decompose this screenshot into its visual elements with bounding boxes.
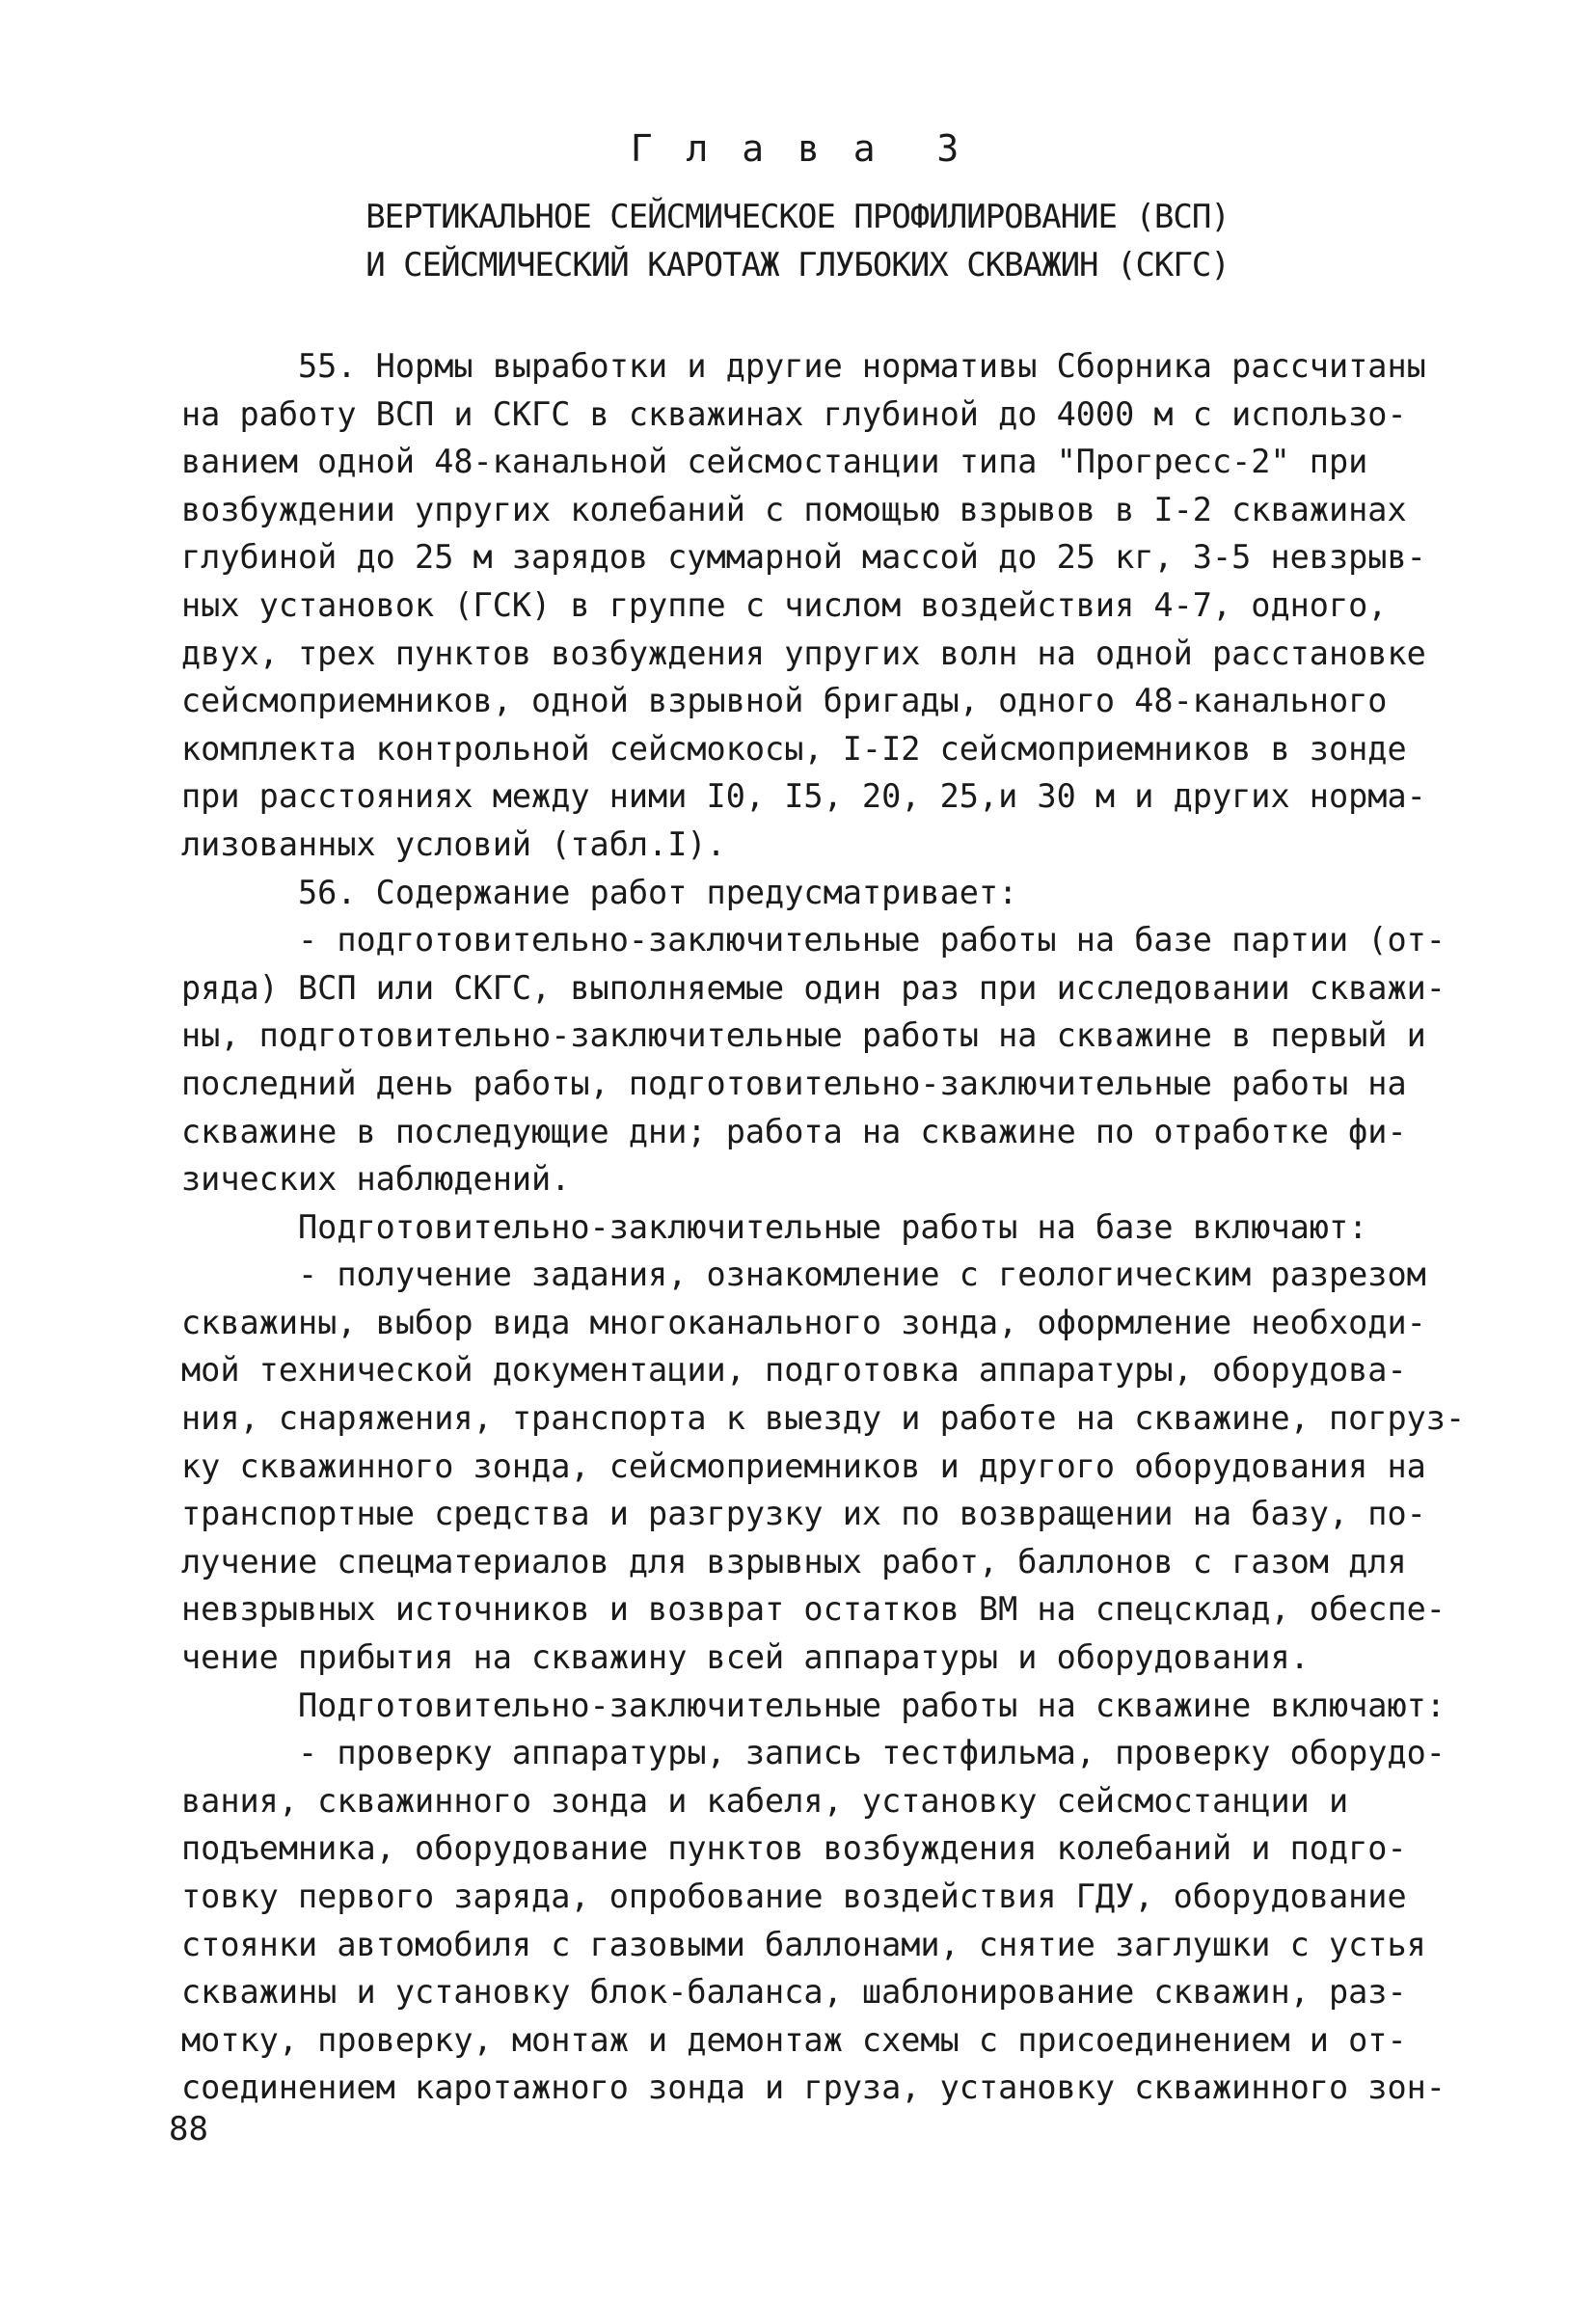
page-number: 88 <box>169 2110 208 2148</box>
text-line: комплекта контрольной сейсмокосы, I-I2 сейсмоприемников в зонде <box>181 729 1407 768</box>
text-line: ных установок (ГСК) в группе с числом воздействия 4-7, одного, <box>181 585 1388 624</box>
text-line: ку скважинного зонда, сейсмоприемников и другого оборудования на <box>181 1446 1426 1485</box>
text-line: товку первого заряда, опробование воздействия ГДУ, оборудование <box>181 1878 1407 1915</box>
text-line: чение прибытия на скважину всей аппаратуры и оборудования. <box>181 1638 1310 1677</box>
chapter-title-line-1: ВЕРТИКАЛЬНОЕ СЕЙСМИЧЕСКОЕ ПРОФИЛИРОВАНИЕ (ВСП) <box>365 198 1230 236</box>
text-line: ния, снаряжения, транспорта к выезду и работе на скважине, погруз- <box>181 1399 1466 1438</box>
text-line: последний день работы, подготовительно-заключительные работы на <box>181 1064 1407 1102</box>
text-line: стоянки автомобиля с газовыми баллонами, снятие заглушки с устья <box>181 1925 1426 1963</box>
text-line: - получение задания, ознакомление с геологическим разрезом <box>181 1256 1426 1294</box>
text-line: скважины, выбор вида многоканального зонда, оформление необходи- <box>181 1303 1426 1341</box>
text-line: лизованных условий (табл.I). <box>181 824 726 863</box>
text-line: Подготовительно-заключительные работы на скважине включают: <box>181 1686 1446 1724</box>
text-line: сейсмоприемников, одной взрывной бригады, одного 48-канального <box>181 682 1388 720</box>
text-line: зических наблюдений. <box>181 1160 571 1199</box>
text-line: 55. Нормы выработки и другие нормативы Сборника рассчитаны <box>181 347 1426 385</box>
text-line: при расстояниях между ними I0, I5, 20, 25,и 30 м и других норма- <box>181 777 1426 816</box>
chapter-heading: Г л а в а 3 <box>630 127 965 170</box>
text-line: - подготовительно-заключительные работы на базе партии (от- <box>181 921 1446 959</box>
text-line: 56. Содержание работ предусматривает: <box>181 873 1018 911</box>
text-line: скважине в последующие дни; работа на скважине по отработке фи- <box>181 1112 1407 1150</box>
text-line: - проверку аппаратуры, запись тестфильма, проверку оборудо- <box>181 1734 1446 1772</box>
text-line: лучение спецматериалов для взрывных работ, баллонов с газом для <box>181 1542 1407 1581</box>
text-line: двух, трех пунктов возбуждения упругих волн на одной расстановке <box>181 634 1426 672</box>
body-text <box>181 342 1493 2112</box>
chapter-title-line-2: И СЕЙСМИЧЕСКИЙ КАРОТАЖ ГЛУБОКИХ СКВАЖИН (СКГС) <box>365 246 1230 284</box>
text-line: на работу ВСП и СКГС в скважинах глубиной до 4000 м с использо- <box>181 394 1407 433</box>
text-line: транспортные средства и разгрузку их по возвращении на базу, по- <box>181 1495 1426 1533</box>
text-line: подъемника, оборудование пунктов возбуждения колебаний и подго- <box>181 1829 1407 1868</box>
text-line: вания, скважинного зонда и кабеля, установку сейсмостанции и <box>181 1781 1349 1820</box>
text-line: возбуждении упругих колебаний с помощью взрывов в I-2 скважинах <box>181 490 1407 528</box>
text-line: ны, подготовительно-заключительные работы на скважине в первый и <box>181 1016 1426 1055</box>
text-line: ряда) ВСП или СКГС, выполняемые один раз при исследовании скважи- <box>181 968 1446 1007</box>
text-line: Подготовительно-заключительные работы на базе включают: <box>181 1207 1368 1246</box>
text-line: ванием одной 48-канальной сейсмостанции типа "Прогресс-2" при <box>181 443 1368 481</box>
text-line: мотку, проверку, монтаж и демонтаж схемы с присоединением и от- <box>181 2020 1407 2059</box>
text-line: соединением каротажного зонда и груза, установку скважинного зон- <box>181 2068 1446 2107</box>
text-line: глубиной до 25 м зарядов суммарной массой до 25 кг, 3-5 невзрыв- <box>181 538 1426 577</box>
text-line: невзрывных источников и возврат остатков ВМ на спецсклад, обеспе- <box>181 1590 1446 1629</box>
text-line: скважины и установку блок-баланса, шаблонирование скважин, раз- <box>181 1973 1407 2012</box>
text-line: мой технической документации, подготовка аппаратуры, оборудова- <box>181 1351 1407 1390</box>
